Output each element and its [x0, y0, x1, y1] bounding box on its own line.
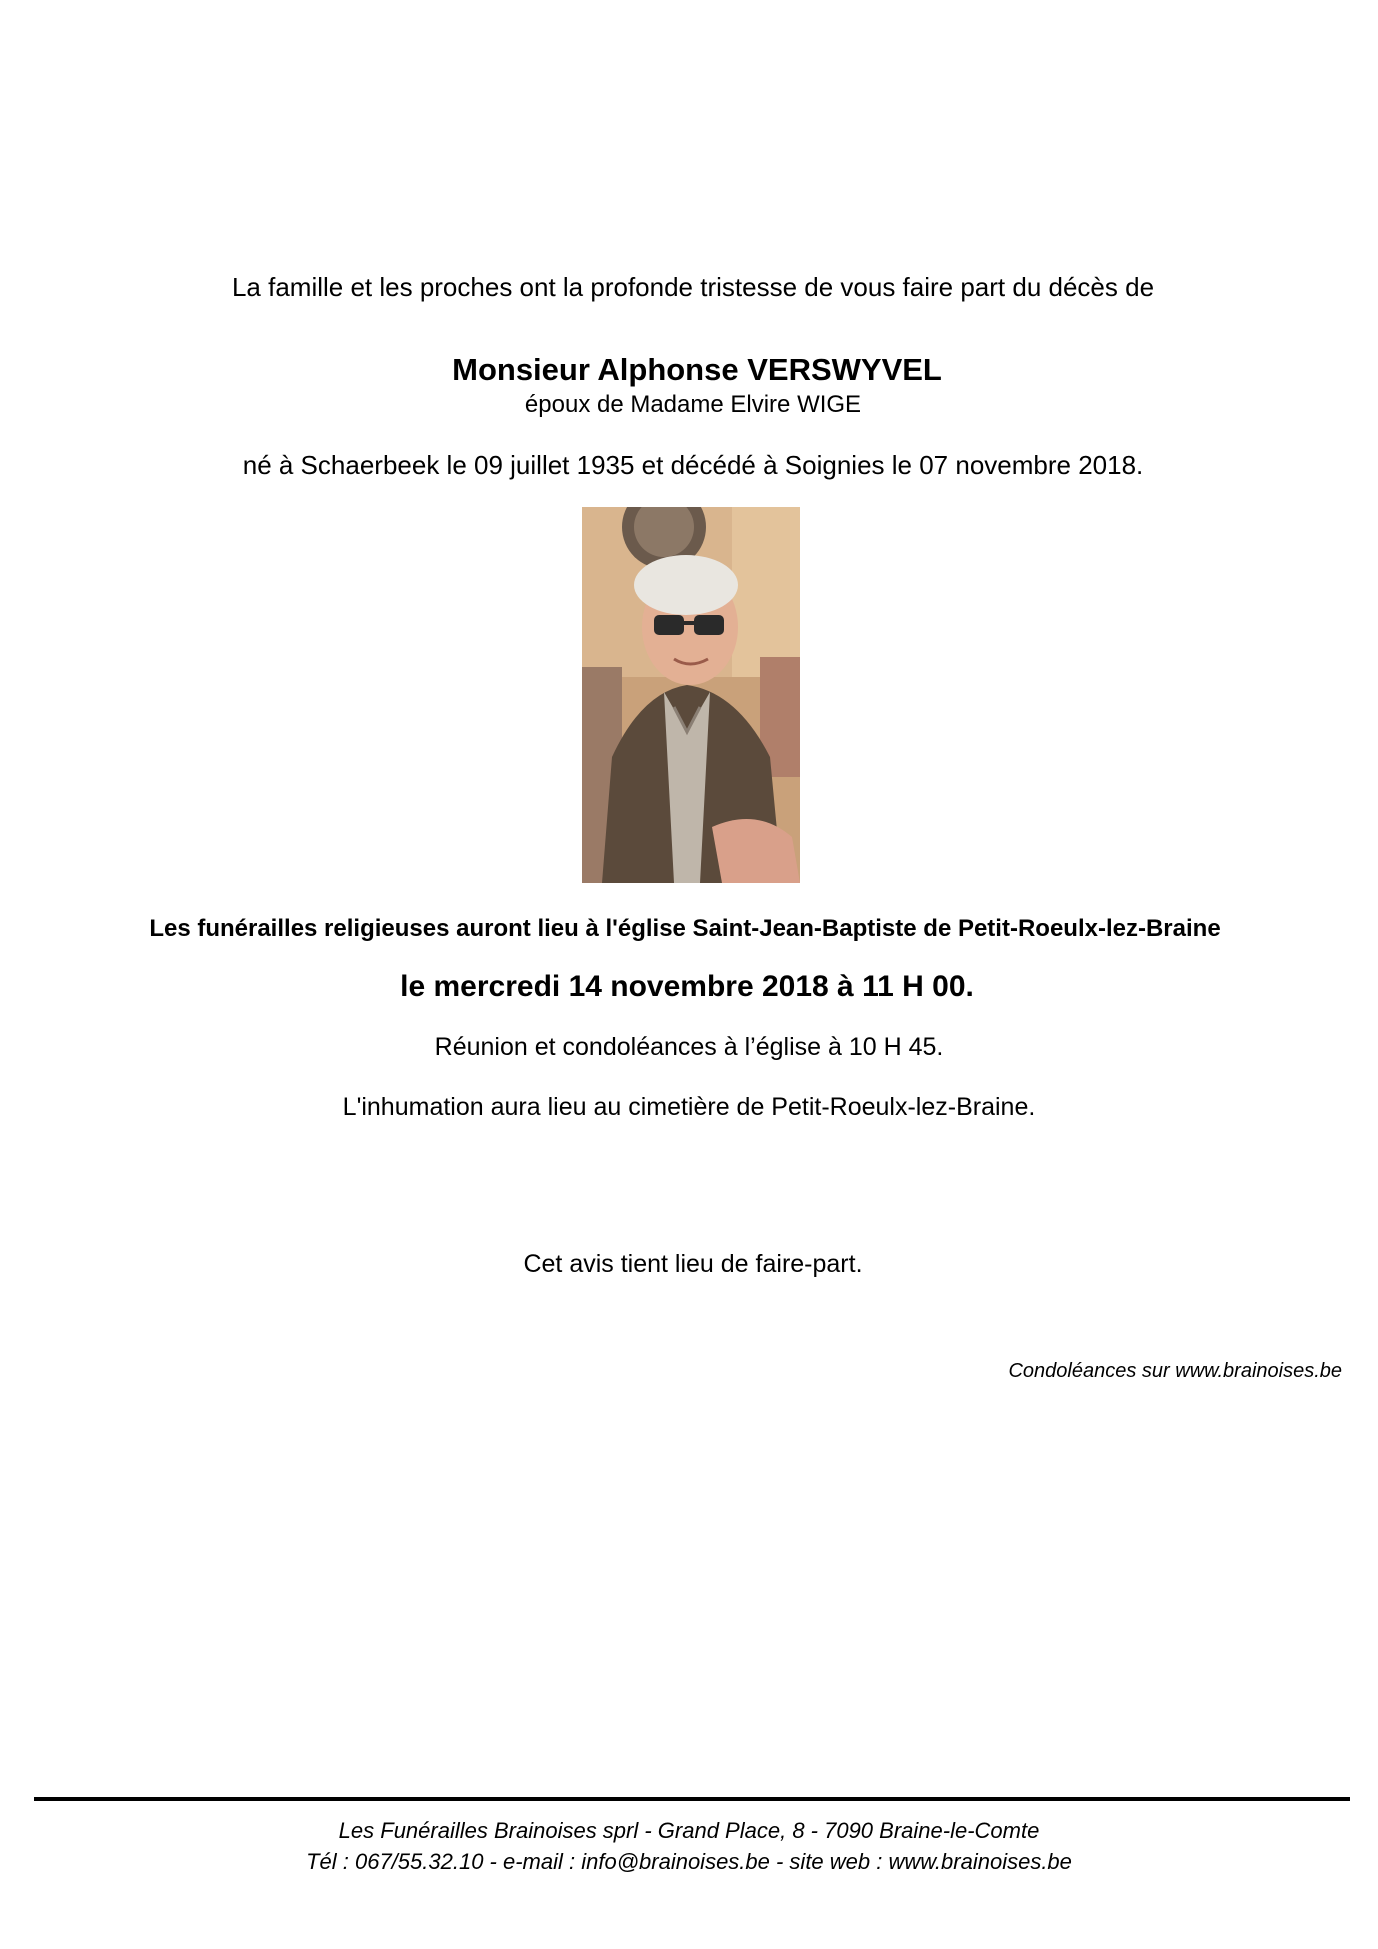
footer-contact: Tél : 067/55.32.10 - e-mail : info@brainoises.be - site web : www.brainoises.be [306, 1849, 1072, 1874]
footer-divider [34, 1797, 1350, 1801]
intro-text: La famille et les proches ont la profonde tristesse de vous faire part du décès de [231, 272, 1155, 302]
gathering-time: Réunion et condoléances à l’église à 10 H 45. [434, 1033, 944, 1061]
deceased-name: Monsieur Alphonse VERSWYVEL [452, 352, 942, 387]
burial-info: L'inhumation aura lieu au cimetière de Petit-Roeulx-lez-Braine. [342, 1093, 1036, 1121]
birth-death-dates: né à Schaerbeek le 09 juillet 1935 et décédé à Soignies le 07 novembre 2018. [242, 450, 1144, 480]
ceremony-datetime: le mercredi 14 novembre 2018 à 11 H 00. [400, 970, 974, 1003]
notice-text: Cet avis tient lieu de faire-part. [523, 1250, 863, 1278]
condolences-link[interactable]: Condoléances sur www.brainoises.be [1008, 1360, 1342, 1382]
footer-address: Les Funérailles Brainoises sprl - Grand Place, 8 - 7090 Braine-le-Comte [338, 1818, 1040, 1843]
spouse-line: époux de Madame Elvire WIGE [524, 391, 862, 418]
portrait-photo [582, 507, 800, 883]
ceremony-location: Les funérailles religieuses auront lieu à l'église Saint-Jean-Baptiste de Petit-Roeulx-lez-Braine [149, 915, 1221, 942]
